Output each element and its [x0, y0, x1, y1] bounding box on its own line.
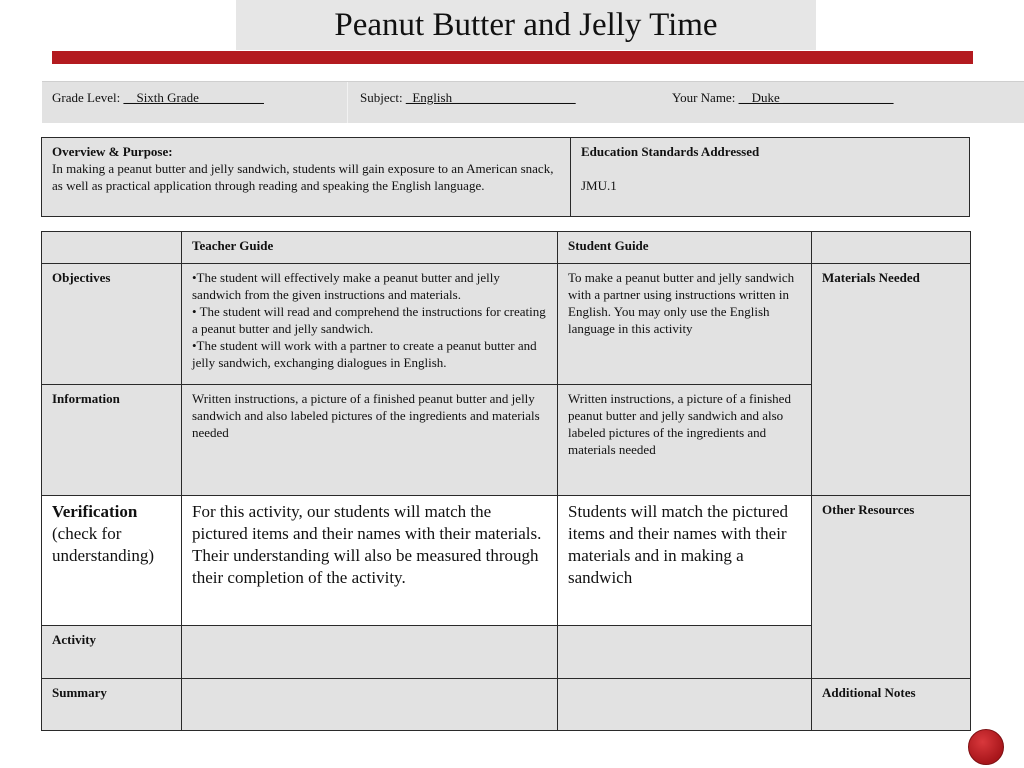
student-guide-header: Student Guide [558, 232, 812, 264]
overview-purpose-cell[interactable] [42, 138, 571, 217]
objectives-student-cell[interactable]: To make a peanut butter and jelly sandwich with a partner using instructions written in English. You may only use the English language in this activity [558, 264, 812, 385]
subject-value: _English___________________ [405, 90, 576, 105]
summary-label: Summary [42, 679, 182, 731]
objective-item: •The student will effectively make a peanut butter and jelly sandwich from the given instructions and materials. [192, 270, 500, 302]
summary-teacher-cell[interactable] [182, 679, 558, 731]
information-teacher-cell[interactable]: Written instructions, a picture of a finished peanut butter and jelly sandwich and also labeled pictures of the ingredients and materials needed [182, 385, 558, 496]
table-row [42, 264, 971, 385]
summary-student-cell[interactable] [558, 679, 812, 731]
objective-item: • The student will read and comprehend the instructions for creating a peanut butter and jelly sandwich. [192, 304, 546, 336]
activity-teacher-cell[interactable] [182, 626, 558, 679]
standards-heading: Education Standards Addressed [581, 144, 760, 159]
objectives-teacher-cell[interactable] [182, 264, 558, 385]
additional-notes-cell[interactable]: Additional Notes [812, 679, 971, 731]
table-row [42, 679, 971, 731]
subject-label: Subject: [360, 90, 406, 105]
page-title: Peanut Butter and Jelly Time [334, 6, 718, 43]
overview-text: In making a peanut butter and jelly sandwich, students will gain exposure to an American snack, as well as practical application through reading and speaking the English language. [52, 161, 554, 193]
teacher-guide-header: Teacher Guide [182, 232, 558, 264]
red-circle-icon[interactable] [968, 729, 1004, 765]
information-student-cell[interactable]: Written instructions, a picture of a finished peanut butter and jelly sandwich and also labeled pictures of the ingredients and materials needed [558, 385, 812, 496]
your-name-value: __Duke _________________ [738, 90, 894, 105]
your-name-label: Your Name: [672, 90, 739, 105]
title-banner [236, 0, 816, 50]
grade-level-value: __Sixth Grade__________ [123, 90, 264, 105]
header-empty-cell [42, 232, 182, 264]
table-row [42, 496, 971, 626]
standards-value: JMU.1 [581, 178, 617, 193]
info-bar [42, 81, 1024, 123]
info-divider [347, 82, 348, 123]
accent-bar [52, 51, 973, 64]
lesson-plan-table [41, 231, 971, 731]
grade-level-label: Grade Level: [52, 90, 124, 105]
activity-label: Activity [42, 626, 182, 679]
table-header-row [42, 232, 971, 264]
verification-student-cell[interactable]: Students will match the pictured items and their names with their materials and in making a sandwich [558, 496, 812, 626]
subject-field[interactable] [360, 90, 576, 106]
materials-needed-cell[interactable]: Materials Needed [812, 264, 971, 496]
header-side-cell [812, 232, 971, 264]
activity-student-cell[interactable] [558, 626, 812, 679]
verification-sublabel: (check for understanding) [52, 524, 154, 565]
verification-teacher-cell[interactable]: For this activity, our students will match the pictured items and their names with their materials. Their understanding will also be measured through their completion of the activity. [182, 496, 558, 626]
objective-item: •The student will work with a partner to create a peanut butter and jelly sandwich, exchanging dialogues in English. [192, 338, 537, 370]
verification-label-cell [42, 496, 182, 626]
other-resources-cell[interactable]: Other Resources [812, 496, 971, 679]
grade-level-field[interactable] [52, 90, 264, 106]
standards-cell[interactable] [571, 138, 970, 217]
overview-heading: Overview & Purpose: [52, 144, 173, 159]
objectives-label: Objectives [42, 264, 182, 385]
information-label: Information [42, 385, 182, 496]
overview-table [41, 137, 970, 217]
verification-label: Verification [52, 502, 138, 521]
your-name-field[interactable] [672, 90, 894, 106]
